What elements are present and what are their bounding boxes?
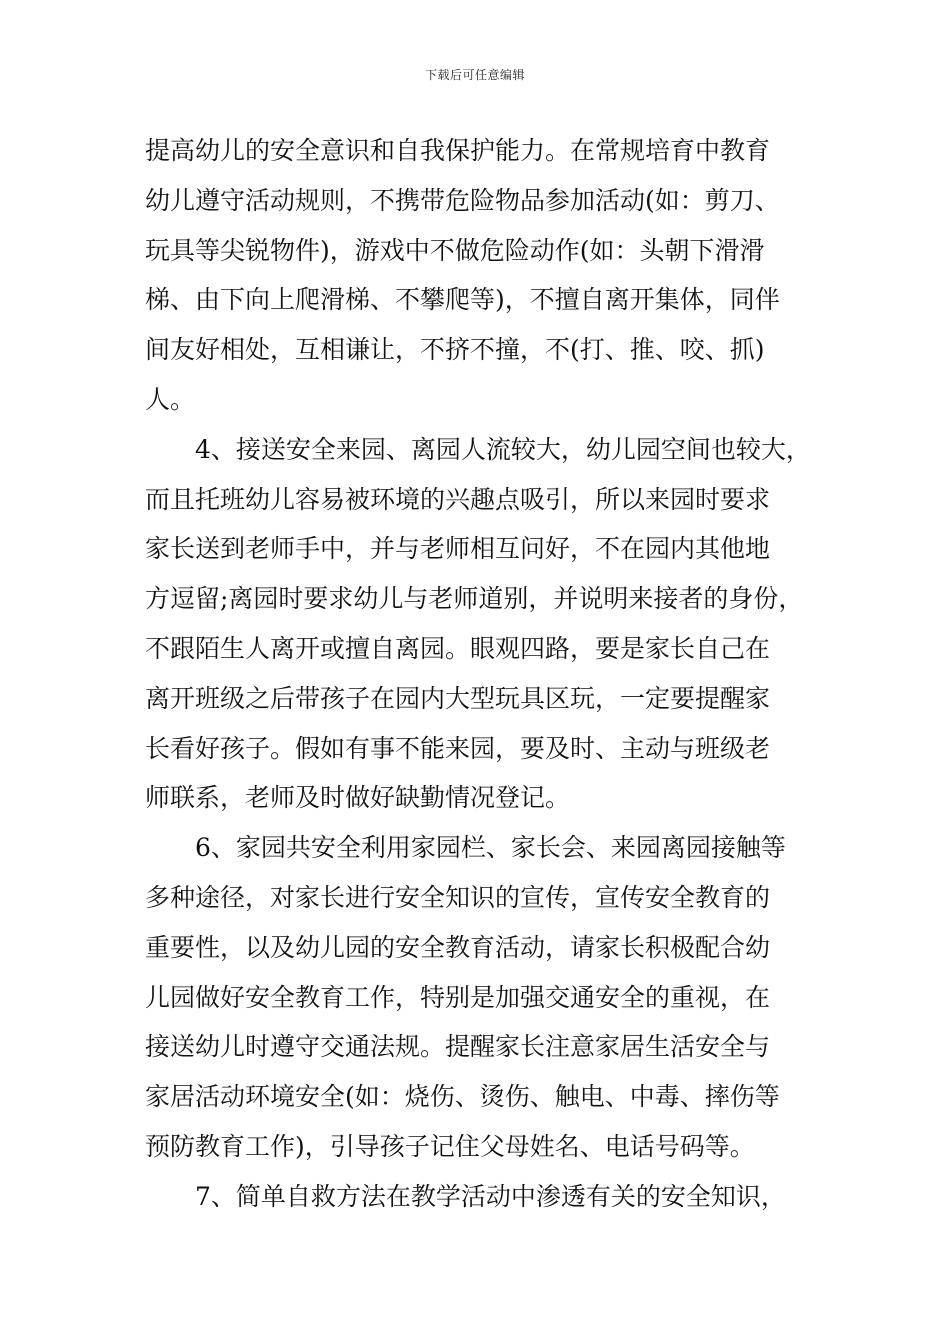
paragraph-start-line: 7、简单自救方法在教学活动中渗透有关的安全知识， — [195, 1181, 786, 1211]
text-line: 师联系，老师及时做好缺勤情况登记。 — [145, 783, 571, 813]
paragraph-start-line: 4、接送安全来园、离园人流较大，幼儿园空间也较大， — [195, 434, 811, 464]
text-line: 提高幼儿的安全意识和自我保护能力。在常规培育中教育 — [145, 136, 771, 165]
text-line: 重要性，以及幼儿园的安全教育活动，请家长积极配合幼 — [145, 932, 771, 962]
page-header: 下载后可任意编辑 — [424, 68, 525, 82]
text-line: 长看好孩子。假如有事不能来园，要及时、主动与班级老 — [145, 733, 771, 763]
text-line: 玩具等尖锐物件)，游戏中不做危险动作(如：头朝下滑滑 — [145, 235, 765, 265]
text-line: 梯、由下向上爬滑梯、不攀爬等)，不擅自离开集体，同伴 — [145, 285, 780, 315]
text-line: 人。 — [145, 384, 196, 414]
text-line: 儿园做好安全教育工作，特别是加强交通安全的重视，在 — [145, 982, 771, 1012]
text-line: 家居活动环境安全(如：烧伤、烫伤、触电、中毒、摔伤等 — [145, 1082, 780, 1112]
text-line: 多种途径，对家长进行安全知识的宣传，宣传安全教育的 — [145, 882, 771, 912]
text-line: 不跟陌生人离开或擅自离园。眼观四路，要是家长自己在 — [145, 633, 771, 663]
text-line: 接送幼儿时遵守交通法规。提醒家长注意家居生活安全与 — [145, 1032, 771, 1062]
text-line: 幼儿遵守活动规则，不携带危险物品参加活动(如：剪刀、 — [145, 185, 780, 215]
text-line: 而且托班幼儿容易被环境的兴趣点吸引，所以来园时要求 — [145, 484, 771, 514]
document-body — [145, 126, 825, 1222]
text-line: 离开班级之后带孩子在园内大型玩具区玩，一定要提醒家 — [145, 683, 771, 713]
text-line: 家长送到老师手中，并与老师相互问好，不在园内其他地 — [145, 534, 771, 564]
paragraph-start-line: 6、家园共安全利用家园栏、家长会、来园离园接触等 — [195, 833, 786, 863]
text-line: 间友好相处，互相谦让，不挤不撞，不(打、推、咬、抓) — [145, 335, 765, 365]
text-line: 预防教育工作)，引导孩子记住父母姓名、电话号码等。 — [145, 1131, 755, 1161]
text-line: 方逗留;离园时要求幼儿与老师道别，并说明来接者的身份， — [145, 584, 804, 614]
